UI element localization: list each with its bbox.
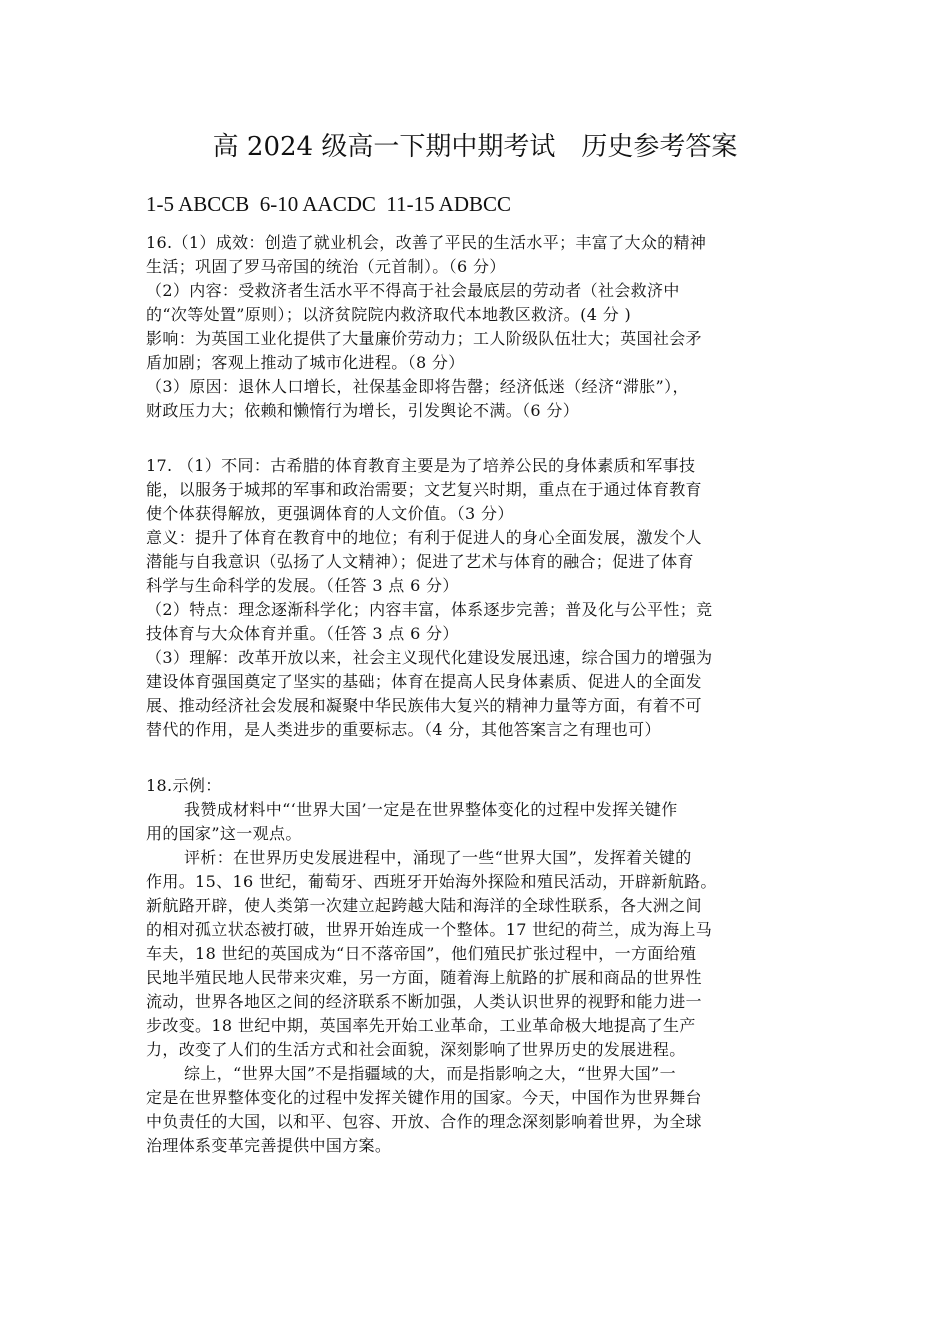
text-line: 新航路开辟，使人类第一次建立起跨越大陆和海洋的全球性联系，各大洲之间 bbox=[146, 896, 702, 915]
text-line: 潜能与自我意识（弘扬了人文精神）；促进了艺术与体育的融合；促进了体育 bbox=[146, 552, 694, 571]
text-line: （2）内容：受救济者生活水平不得高于社会最底层的劳动者（社会救济中 bbox=[146, 281, 680, 300]
text-line: （3）原因：退休人口增长，社保基金即将告罄；经济低迷（经济“滞胀”）， bbox=[146, 377, 689, 396]
text-line: 力，改变了人们的生活方式和社会面貌，深刻影响了世界历史的发展进程。 bbox=[146, 1040, 686, 1059]
text-line: 用的国家”这一观点。 bbox=[146, 824, 302, 843]
text-line: 定是在世界整体变化的过程中发挥关键作用的国家。今天，中国作为世界舞台 bbox=[146, 1088, 702, 1107]
text-line: 民地半殖民地人民带来灾难，另一方面，随着海上航路的扩展和商品的世界性 bbox=[146, 968, 702, 987]
text-line: 治理体系变革完善提供中国方案。 bbox=[146, 1136, 392, 1155]
text-line: 中负责任的大国，以和平、包容、开放、合作的理念深刻影响着世界，为全球 bbox=[146, 1112, 702, 1131]
text-line: 生活；巩固了罗马帝国的统治（元首制）。（6 分） bbox=[146, 257, 506, 276]
text-line: 能，以服务于城邦的军事和政治需要；文艺复兴时期，重点在于通过体育教育 bbox=[146, 480, 702, 499]
text-line: 的相对孤立状态被打破，世界开始连成一个整体。17 世纪的荷兰，成为海上马 bbox=[146, 920, 713, 939]
question-18-answer bbox=[146, 774, 806, 1158]
text-line: 我赞成材料中“‘世界大国’一定是在世界整体变化的过程中发挥关键作 bbox=[184, 800, 678, 819]
question-17-answer bbox=[146, 454, 806, 742]
page-title: 高 2024 级高一下期中期考试 历史参考答案 bbox=[212, 132, 738, 162]
question-16-answer bbox=[146, 231, 806, 423]
text-line: 技体育与大众体育并重。（任答 3 点 6 分） bbox=[146, 624, 459, 643]
text-line: 18.示例： bbox=[146, 776, 222, 795]
text-line: 作用。15、16 世纪，葡萄牙、西班牙开始海外探险和殖民活动，开辟新航路。 bbox=[146, 872, 717, 891]
text-line: 综上，“世界大国”不是指疆域的大，而是指影响之大，“世界大国”一 bbox=[184, 1064, 676, 1083]
text-line: 17. （1）不同：古希腊的体育教育主要是为了培养公民的身体素质和军事技 bbox=[146, 456, 696, 475]
text-line: 评析：在世界历史发展进程中，涌现了一些“世界大国”，发挥着关键的 bbox=[184, 848, 692, 867]
text-line: 建设体育强国奠定了坚实的基础；体育在提高人民身体素质、促进人的全面发 bbox=[146, 672, 702, 691]
text-line: 替代的作用，是人类进步的重要标志。（4 分，其他答案言之有理也可） bbox=[146, 720, 661, 739]
multiple-choice-answers: 1-5 ABCCB 6-10 AACDC 11-15 ADBCC bbox=[146, 192, 512, 216]
text-line: 科学与生命科学的发展。（任答 3 点 6 分） bbox=[146, 576, 459, 595]
text-line: 16.（1）成效：创造了就业机会，改善了平民的生活水平；丰富了大众的精神 bbox=[146, 233, 707, 252]
text-line: 的“次等处置”原则）；以济贫院院内救济取代本地教区救济。(4 分 ) bbox=[146, 305, 632, 324]
text-line: （2）特点：理念逐渐科学化；内容丰富，体系逐步完善；普及化与公平性；竞 bbox=[146, 600, 713, 619]
text-line: 盾加剧；客观上推动了城市化进程。（8 分） bbox=[146, 353, 465, 372]
text-line: 步改变。18 世纪中期，英国率先开始工业革命，工业革命极大地提高了生产 bbox=[146, 1016, 696, 1035]
text-line: 影响：为英国工业化提供了大量廉价劳动力；工人阶级队伍壮大；英国社会矛 bbox=[146, 329, 702, 348]
text-line: 财政压力大；依赖和懒惰行为增长，引发舆论不满。（6 分） bbox=[146, 401, 580, 420]
text-line: 展、推动经济社会发展和凝聚中华民族伟大复兴的精神力量等方面，有着不可 bbox=[146, 696, 702, 715]
text-line: 车夫，18 世纪的英国成为“日不落帝国”，他们殖民扩张过程中，一方面给殖 bbox=[146, 944, 697, 963]
text-line: 意义：提升了体育在教育中的地位；有利于促进人的身心全面发展，激发个人 bbox=[146, 528, 702, 547]
text-line: （3）理解：改革开放以来，社会主义现代化建设发展迅速，综合国力的增强为 bbox=[146, 648, 713, 667]
text-line: 使个体获得解放，更强调体育的人文价值。（3 分） bbox=[146, 504, 514, 523]
text-line: 流动，世界各地区之间的经济联系不断加强，人类认识世界的视野和能力进一 bbox=[146, 992, 702, 1011]
